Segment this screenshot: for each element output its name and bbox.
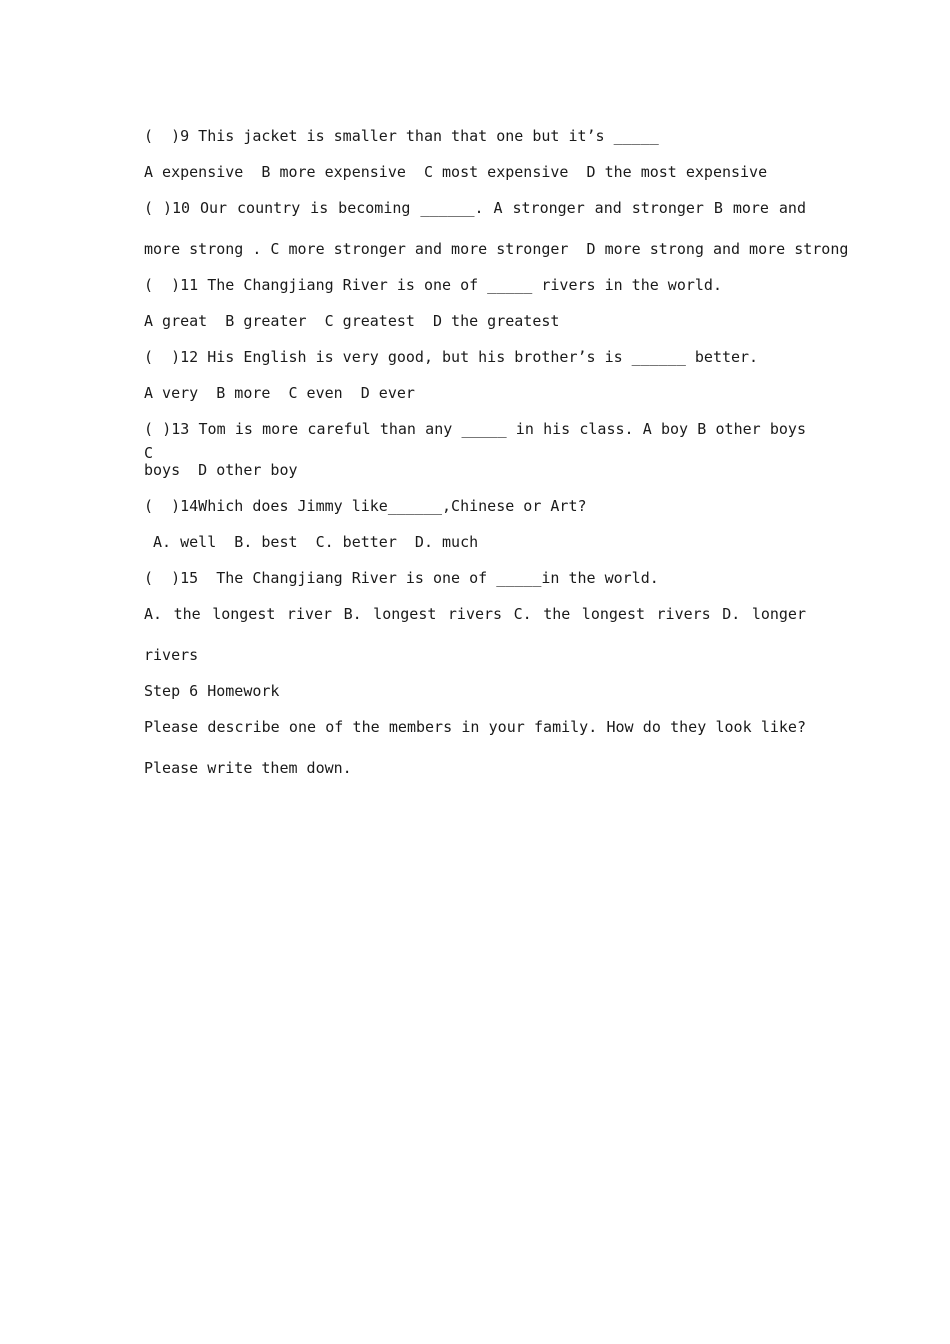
question-13-options-continued: boys D other boy xyxy=(144,461,298,479)
question-13: ( )13 Tom is more careful than any _____ in his class. A boy B other boys C xyxy=(144,420,806,462)
question-15-options: A. the longest river B. longest rivers C. the longest rivers D. longer xyxy=(144,605,806,623)
question-10: ( )10 Our country is becoming ______. A stronger and stronger B more and xyxy=(144,199,806,217)
document-body xyxy=(144,124,849,780)
question-12-options: A very B more C even D ever xyxy=(144,384,415,402)
homework-instruction-continued: Please write them down. xyxy=(144,759,352,777)
question-10-options-continued: more strong . C more stronger and more stronger D more strong and more strong xyxy=(144,240,849,258)
question-12: ( )12 His English is very good, but his brother’s is ______ better. xyxy=(144,348,759,366)
question-15-options-continued: rivers xyxy=(144,646,199,664)
question-14-options: A. well B. best C. better D. much xyxy=(144,533,479,551)
question-9-options: A expensive B more expensive C most expensive D the most expensive xyxy=(144,163,768,181)
question-11: ( )11 The Changjiang River is one of _____ rivers in the world. xyxy=(144,276,722,294)
homework-instruction: Please describe one of the members in your family. How do they look like? xyxy=(144,718,806,736)
question-14: ( )14Which does Jimmy like______,Chinese or Art? xyxy=(144,497,587,515)
question-15: ( )15 The Changjiang River is one of _____in the world. xyxy=(144,569,659,587)
homework-heading: Step 6 Homework xyxy=(144,682,280,700)
question-11-options: A great B greater C greatest D the greatest xyxy=(144,312,560,330)
question-9: ( )9 This jacket is smaller than that one but it’s _____ xyxy=(144,127,659,145)
